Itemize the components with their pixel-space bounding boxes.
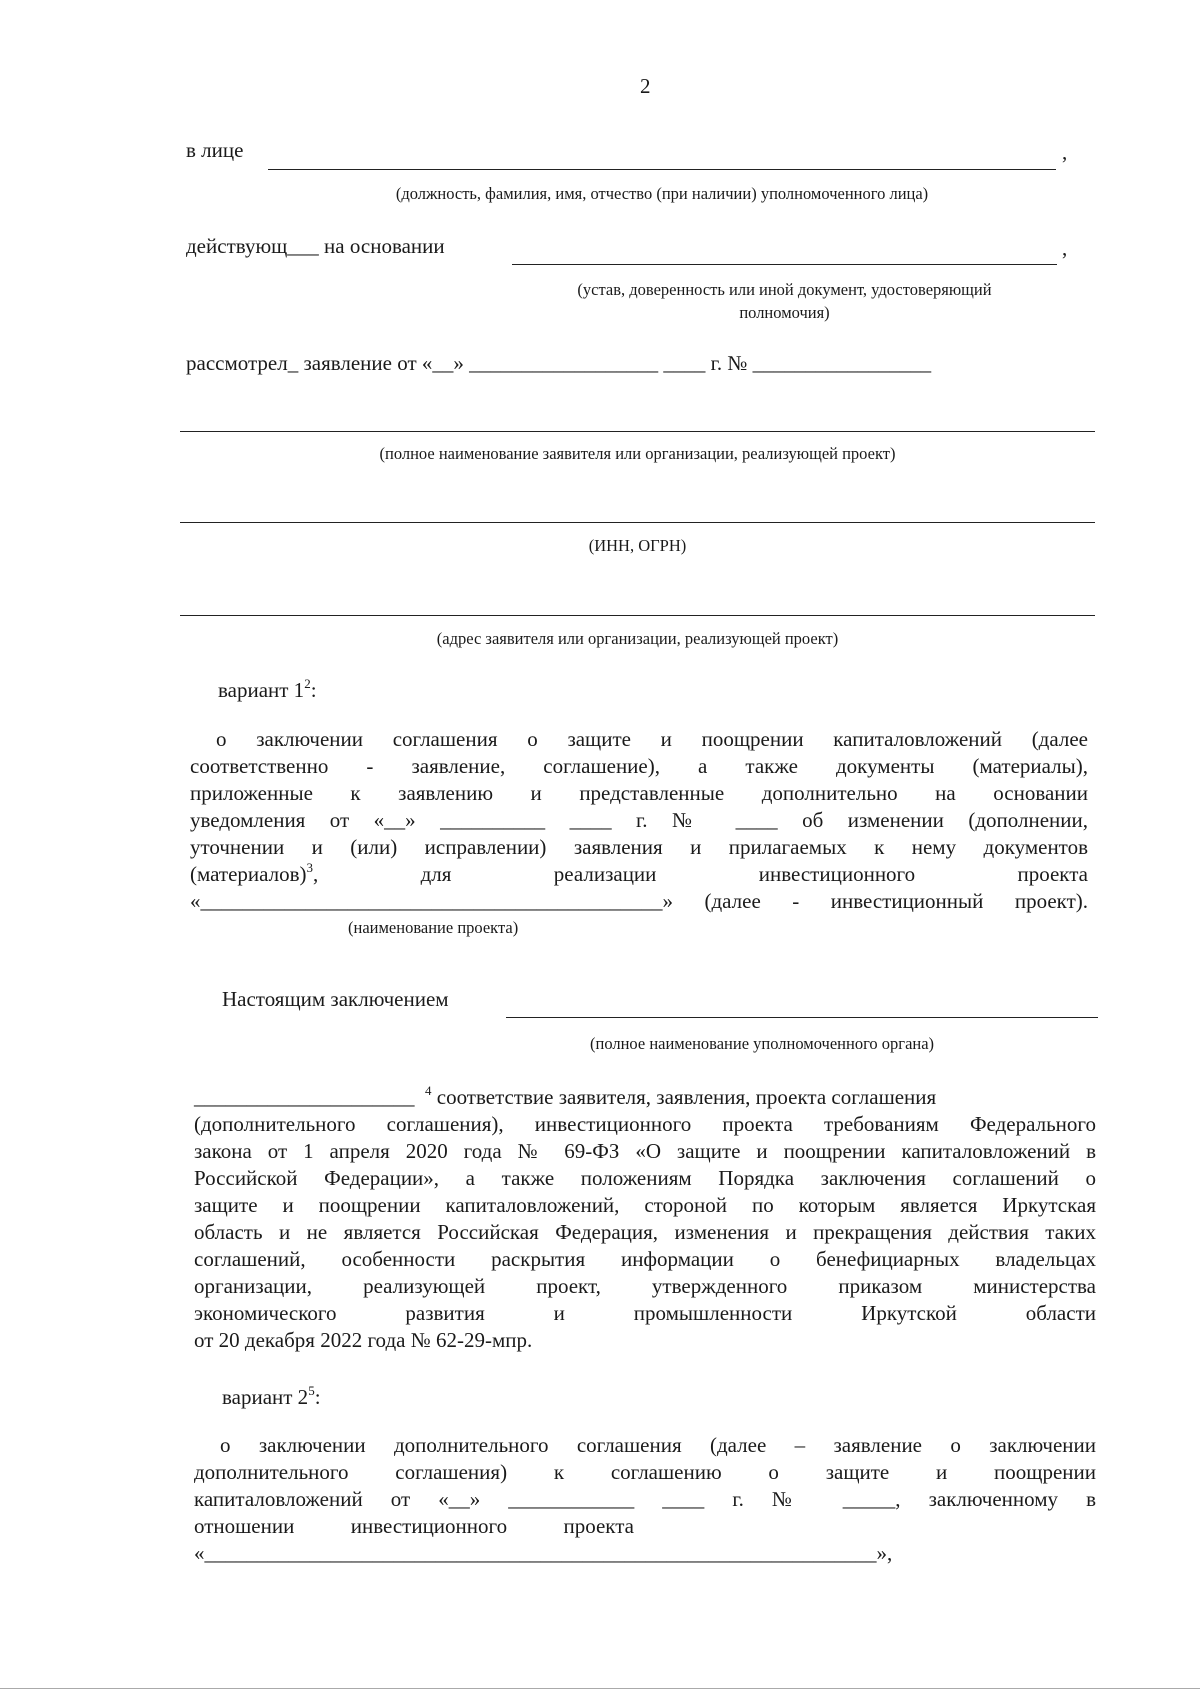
conclusion-line-2: (дополнительного соглашения), инвестиционного проекта требованиям Федерального: [194, 1112, 1096, 1136]
conclusion-line-4: Российской Федерации», а также положениям Порядка заключения соглашений о: [194, 1166, 1096, 1190]
acting-comma: ,: [1062, 236, 1068, 260]
scan-edge-line: [0, 1688, 1200, 1689]
variant2-line-3: капиталовложений от «__» ____________ ____ г. № _____, заключенному в: [194, 1487, 1096, 1511]
variant2-line-1: о заключении дополнительного соглашения (далее – заявление о заключении: [220, 1433, 1096, 1457]
in-person-caption: (должность, фамилия, имя, отчество (при наличии) уполномоченного лица): [395, 184, 929, 203]
variant1-heading: вариант $1^2$:: [218, 676, 317, 702]
variant2-line-2: дополнительного соглашения) к соглашению о защите и поощрении: [194, 1460, 1096, 1484]
inn-ogrn-line: [180, 522, 1095, 523]
authorized-body-caption: (полное наименование уполномоченного органа): [590, 1034, 935, 1053]
in-person-comma: ,: [1062, 140, 1068, 164]
applicant-name-caption: (полное наименование заявителя или организации, реализующей проект): [379, 444, 896, 463]
acting-label: действующ___ на основании: [186, 234, 445, 258]
acting-blank-line: [512, 264, 1057, 265]
in-person-blank-line: [268, 169, 1056, 170]
conclusion-line-6: область и не является Российская Федерация, изменения и прекращения действия таких: [194, 1220, 1096, 1244]
conclusion-label: Настоящим заключением: [222, 987, 449, 1011]
variant1-line-7: «____________________________________________» (далее - инвестиционный проект).: [190, 889, 1088, 913]
variant2-line-5: «________________________________________________________________»,: [194, 1541, 893, 1565]
conclusion-line-3: закона от 1 апреля 2020 года № 69-ФЗ «О защите и поощрении капиталовложений в: [194, 1139, 1096, 1163]
address-line: [180, 615, 1095, 616]
in-person-label: в лице: [186, 138, 244, 162]
variant1-line-2: соответственно - заявление, соглашение), а также документы (материалы),: [190, 754, 1088, 778]
project-name-caption: (наименование проекта): [348, 918, 519, 937]
variant1-line-3: приложенные к заявлению и представленные дополнительно на основании: [190, 781, 1088, 805]
inn-ogrn-caption: (ИНН, ОГРН): [588, 536, 687, 555]
conclusion-line-1: _____________________ $^4$ соответствие заявителя, заявления, проекта соглашения: [194, 1083, 937, 1109]
applicant-name-line: [180, 431, 1095, 432]
conclusion-line-9: экономического развития и промышленности Иркутской области: [194, 1301, 1096, 1325]
variant1-line-1: о заключении соглашения о защите и поощрении капиталовложений (далее: [216, 727, 1088, 751]
authorized-body-line: [506, 1017, 1098, 1018]
acting-caption-line2: полномочия): [739, 303, 830, 322]
conclusion-line-5: защите и поощрении капиталовложений, стороной по которым является Иркутская: [194, 1193, 1096, 1217]
variant2-line-4: отношении инвестиционного проекта: [194, 1514, 634, 1538]
page-number: 2: [640, 74, 651, 98]
variant1-line-6: (материалов)$^3$, для реализации инвестиционного проекта: [190, 860, 1088, 886]
variant1-line-4: уведомления от «__» __________ ____ г. № ____ об изменении (дополнении,: [190, 808, 1088, 832]
conclusion-line-10: от 20 декабря 2022 года № 62-29-мпр.: [194, 1328, 533, 1352]
address-caption: (адрес заявителя или организации, реализующей проект): [436, 629, 839, 648]
variant1-line-5: уточнении и (или) исправлении) заявления и прилагаемых к нему документов: [190, 835, 1088, 859]
conclusion-line-8: организации, реализующей проект, утвержденного приказом министерства: [194, 1274, 1096, 1298]
reviewed-line: рассмотрел_ заявление от «__» __________________ ____ г. № _________________: [186, 351, 932, 375]
variant2-heading: вариант $2^5$:: [222, 1383, 321, 1409]
conclusion-line-7: соглашений, особенности раскрытия информации о бенефициарных владельцах: [194, 1247, 1096, 1271]
acting-caption-line1: (устав, доверенность или иной документ, удостоверяющий: [577, 280, 992, 299]
